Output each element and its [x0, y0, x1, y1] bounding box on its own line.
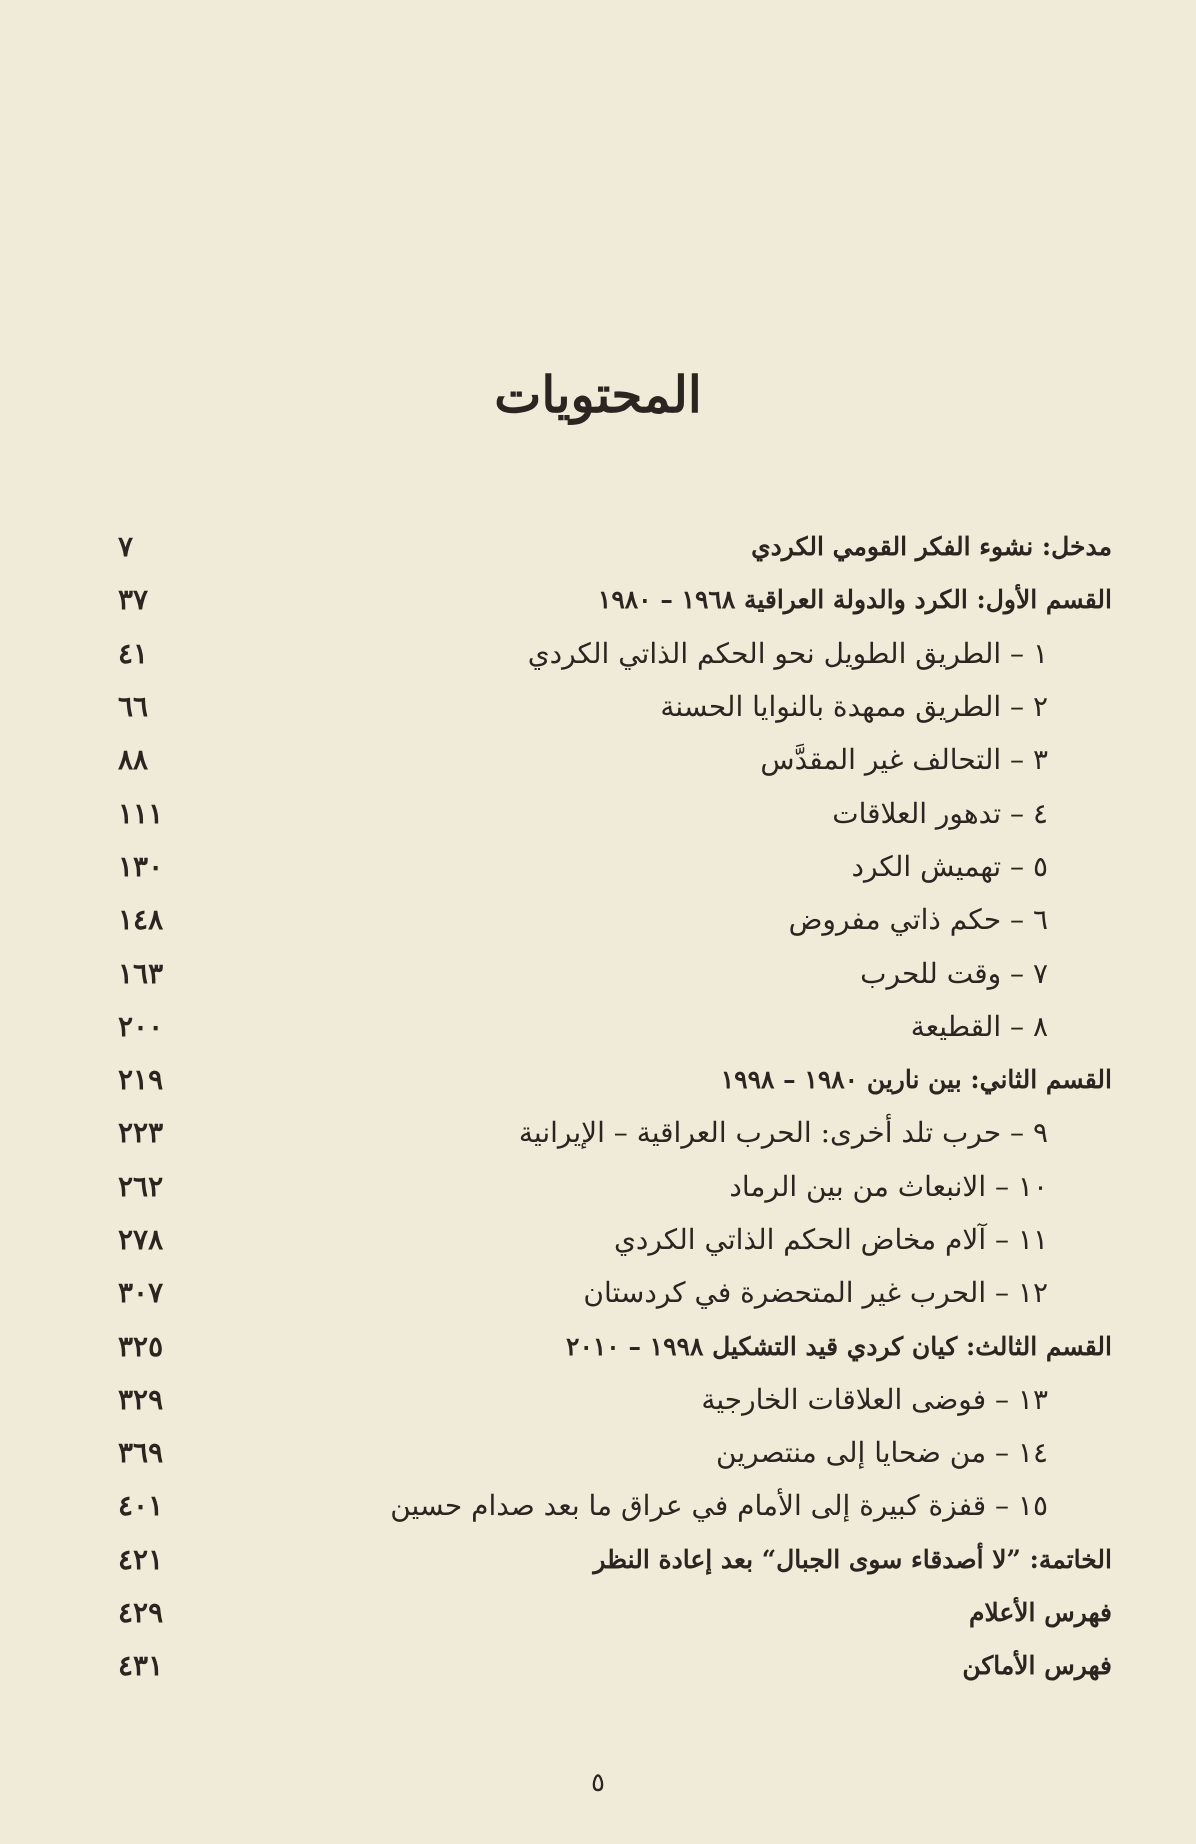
toc-chapter-entry — [118, 946, 1112, 999]
toc-entry-title: ١٥ – قفزة كبيرة إلى الأمام في عراق ما بعد صدام حسين — [390, 1489, 1048, 1523]
toc-entry-title: ١٤ – من ضحايا إلى منتصرين — [716, 1436, 1048, 1470]
toc-page-number: ١٤٨ — [118, 903, 164, 937]
toc-chapter-entry — [118, 1106, 1112, 1159]
toc-entry-title: القسم الثالث: كيان كردي قيد التشكيل ١٩٩٨ – ٢٠١٠ — [566, 1331, 1112, 1361]
toc-entry-title: ٦ – حكم ذاتي مفروض — [788, 903, 1048, 937]
toc-page-number: ٣٦٩ — [118, 1436, 164, 1470]
toc-chapter-entry — [118, 893, 1112, 946]
toc-entry-title: ٧ – وقت للحرب — [860, 956, 1048, 990]
toc-entry-title: مدخل: نشوء الفكر القومي الكردي — [751, 532, 1112, 562]
toc-section-entry — [118, 1319, 1112, 1372]
toc-entry-title: ٥ – تهميش الكرد — [851, 849, 1048, 883]
toc-entry-title: القسم الأول: الكرد والدولة العراقية ١٩٦٨ – ١٩٨٠ — [597, 585, 1112, 615]
toc-page-number: ٤٠١ — [118, 1489, 164, 1523]
toc-section-entry — [118, 1639, 1112, 1692]
toc-section-entry — [118, 1533, 1112, 1586]
page-title: المحتويات — [494, 365, 702, 424]
toc-entry-title: ١٣ – فوضى العلاقات الخارجية — [701, 1382, 1048, 1416]
toc-page-number: ٢٧٨ — [118, 1223, 164, 1256]
toc-page-number: ٣٧ — [118, 583, 149, 617]
toc-entry-title: ١٠ – الانبعاث من بين الرماد — [729, 1169, 1048, 1203]
toc-page-number: ٨٨ — [118, 743, 149, 777]
toc-page-number: ٤٣١ — [118, 1649, 164, 1683]
toc-page-number: ٢٠٠ — [118, 1009, 164, 1043]
toc-chapter-entry — [118, 733, 1112, 786]
toc-section-entry — [118, 573, 1112, 626]
toc-page-number: ٣٢٩ — [118, 1382, 164, 1416]
toc-page-number: ٤٢٩ — [118, 1596, 164, 1630]
toc-entry-title: فهرس الأعلام — [968, 1598, 1112, 1628]
toc-chapter-entry — [118, 1000, 1112, 1053]
toc-chapter-entry — [118, 1213, 1112, 1266]
toc-section-entry — [118, 520, 1112, 573]
toc-page-number: ٤١ — [118, 636, 149, 670]
toc-entry-title: ٤ – تدهور العلاقات — [832, 796, 1048, 830]
toc-page-number: ١١١ — [118, 796, 164, 830]
toc-page-number: ٦٦ — [118, 690, 149, 724]
toc-chapter-entry — [118, 1266, 1112, 1319]
toc-entry-title: فهرس الأماكن — [962, 1651, 1112, 1681]
table-of-contents — [118, 520, 1112, 1693]
toc-entry-title: ١ – الطريق الطويل نحو الحكم الذاتي الكردي — [527, 636, 1048, 670]
toc-chapter-entry — [118, 1160, 1112, 1213]
toc-page-number: ٢٢٣ — [118, 1116, 164, 1150]
toc-chapter-entry — [118, 1373, 1112, 1426]
toc-chapter-entry — [118, 840, 1112, 893]
toc-entry-title: ١١ – آلام مخاض الحكم الذاتي الكردي — [613, 1223, 1048, 1256]
toc-entry-title: ٣ – التحالف غير المقدَّس — [760, 743, 1048, 777]
toc-entry-title: الخاتمة: ”لا أصدقاء سوى الجبال“ بعد إعادة النظر — [593, 1544, 1112, 1574]
toc-page-number: ٣٢٥ — [118, 1329, 164, 1363]
toc-page-number: ٧ — [118, 530, 134, 564]
toc-page-number: ٢٦٢ — [118, 1169, 164, 1203]
toc-section-entry — [118, 1586, 1112, 1639]
toc-entry-title: القسم الثاني: بين نارين ١٩٨٠ – ١٩٩٨ — [720, 1065, 1112, 1095]
toc-entry-title: ٨ – القطيعة — [910, 1009, 1048, 1043]
toc-entry-title: ١٢ – الحرب غير المتحضرة في كردستان — [583, 1276, 1048, 1310]
page-number: ٥ — [591, 1768, 605, 1798]
toc-entry-title: ٩ – حرب تلد أخرى: الحرب العراقية – الإيرانية — [518, 1116, 1048, 1150]
toc-entry-title: ٢ – الطريق ممهدة بالنوايا الحسنة — [660, 690, 1048, 724]
toc-page-number: ٤٢١ — [118, 1542, 164, 1576]
toc-chapter-entry — [118, 786, 1112, 839]
toc-chapter-entry — [118, 627, 1112, 680]
toc-page-number: ٢١٩ — [118, 1063, 164, 1097]
toc-chapter-entry — [118, 1479, 1112, 1532]
toc-page-number: ١٦٣ — [118, 956, 164, 990]
toc-chapter-entry — [118, 680, 1112, 733]
toc-page-number: ٣٠٧ — [118, 1276, 164, 1310]
toc-chapter-entry — [118, 1426, 1112, 1479]
toc-section-entry — [118, 1053, 1112, 1106]
toc-page-number: ١٣٠ — [118, 849, 164, 883]
